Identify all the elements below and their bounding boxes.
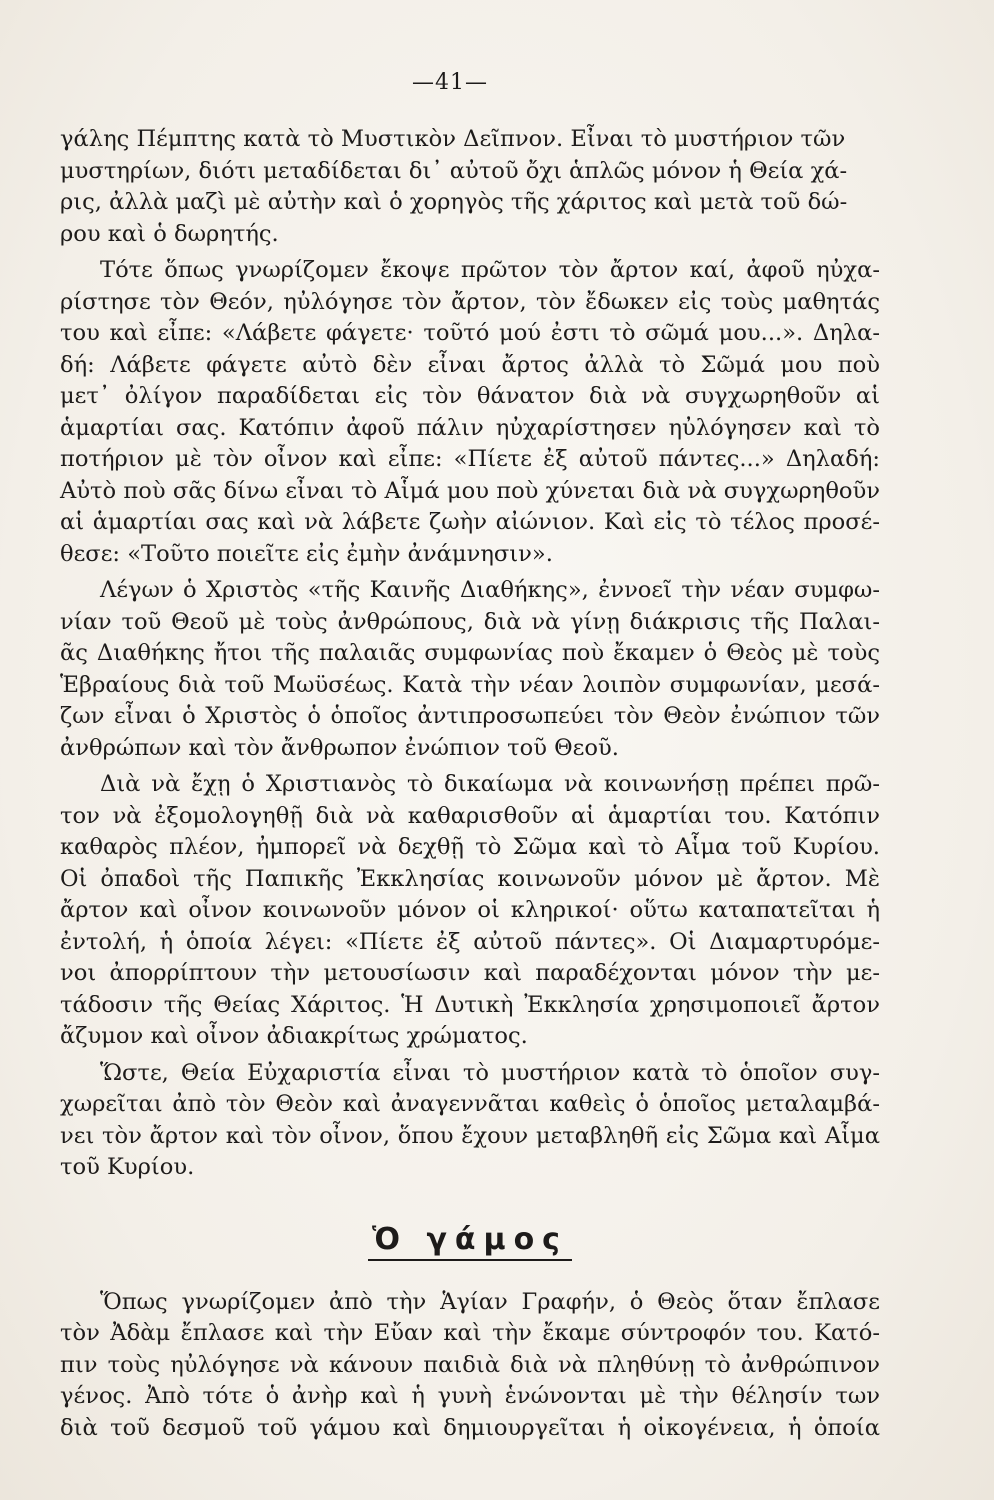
text-line: γένος. Ἀπὸ τότε ὁ ἀνὴρ καὶ ἡ γυνὴ ἑνώνονται μὲ τὴν θέλησίν των — [60, 1383, 880, 1409]
text-line: νίαν τοῦ Θεοῦ μὲ τοὺς ἀνθρώπους, διὰ νὰ γίνῃ διάκρισις τῆς Παλαι- — [60, 608, 880, 635]
text-line: Τότε ὅπως γνωρίζομεν ἔκοψε πρῶτον τὸν ἄρτον καί, ἀφοῦ ηὐχα- — [100, 257, 880, 283]
text-line: μετ᾽ ὀλίγον παραδίδεται εἰς τὸν θάνατον διὰ νὰ συγχωρηθοῦν αἱ — [60, 383, 880, 409]
paragraph-6 — [60, 1287, 880, 1445]
page-body — [60, 124, 880, 1449]
text-line: ρίστησε τὸν Θεόν, ηὐλόγησε τὸν ἄρτον, τὸν ἔδωκεν εἰς τοὺς μαθητάς — [60, 288, 880, 315]
text-line: γάλης Πέμπτης κατὰ τὸ Μυστικὸν Δεῖπνον. Εἶναι τὸ μυστήριον τῶν — [60, 126, 846, 152]
text-line: ἄζυμον καὶ οἶνον ἀδιακρίτως χρώματος. — [60, 1023, 528, 1049]
text-line: του καὶ εἶπε: «Λάβετε φάγετε· τοῦτό μού ἐστι τὸ σῶμά μου...». Δηλα- — [60, 320, 880, 346]
text-line: ρις, ἀλλὰ μαζὶ μὲ αὐτὴν καὶ ὁ χορηγὸς τῆς χάριτος καὶ μετὰ τοῦ δώ- — [60, 189, 848, 215]
text-line: Διὰ νὰ ἔχῃ ὁ Χριστιανὸς τὸ δικαίωμα νὰ κοινωνήσῃ πρέπει πρῶ- — [100, 771, 880, 797]
text-line: Οἱ ὀπαδοὶ τῆς Παπικῆς Ἐκκλησίας κοινωνοῦν μόνον μὲ ἄρτον. Μὲ — [60, 865, 880, 892]
text-line: καθαρὸς πλέον, ἠμπορεῖ νὰ δεχθῇ τὸ Σῶμα καὶ τὸ Αἷμα τοῦ Κυρίου. — [60, 834, 880, 860]
text-line: χωρεῖται ἀπὸ τὸν Θεὸν καὶ ἀναγεννᾶται καθεὶς ὁ ὁποῖος μεταλαμβά- — [60, 1091, 880, 1117]
text-line: διὰ τοῦ δεσμοῦ τοῦ γάμου καὶ δημιουργεῖται ἡ οἰκογένεια, ἡ ὁποία — [60, 1414, 880, 1441]
paragraph-3 — [60, 575, 880, 764]
text-line: μυστηρίων, διότι μεταδίδεται δι᾽ αὐτοῦ ὄχι ἁπλῶς μόνον ἡ Θεία χά- — [60, 157, 848, 184]
text-line: αἱ ἁμαρτίαι σας καὶ νὰ λάβετε ζωὴν αἰώνιον. Καὶ εἰς τὸ τέλος προσέ- — [60, 509, 880, 535]
paragraph-2 — [60, 255, 880, 570]
text-line: ρου καὶ ὁ δωρητής. — [60, 220, 279, 247]
text-line: τοῦ Κυρίου. — [60, 1154, 195, 1180]
text-line: νοι ἀπορρίπτουν τὴν μετουσίωσιν καὶ παραδέχονται μόνον τὴν με- — [60, 960, 880, 986]
section-heading-text: Ὁ γάμος — [368, 1222, 572, 1261]
text-line: δή: Λάβετε φάγετε αὐτὸ δὲν εἶναι ἄρτος ἀλλὰ τὸ Σῶμά μου ποὺ — [60, 351, 880, 378]
text-line: Λέγων ὁ Χριστὸς «τῆς Καινῆς Διαθήκης», ἐννοεῖ τὴν νέαν συμφω- — [100, 577, 880, 603]
text-line: τον νὰ ἐξομολογηθῇ διὰ νὰ καθαρισθοῦν αἱ ἁμαρτίαι του. Κατόπιν — [60, 802, 880, 829]
text-line: ἁμαρτίαι σας. Κατόπιν ἀφοῦ πάλιν ηὐχαρίστησεν ηὐλόγησεν καὶ τὸ — [60, 414, 880, 441]
text-line: Ὥστε, Θεία Εὐχαριστία εἶναι τὸ μυστήριον κατὰ τὸ ὁποῖον συγ- — [100, 1059, 880, 1086]
section-heading — [60, 1222, 880, 1257]
text-line: τάδοσιν τῆς Θείας Χάριτος. Ἡ Δυτικὴ Ἐκκλησία χρησιμοποιεῖ ἄρτον — [60, 991, 880, 1018]
text-line: ἐντολή, ἡ ὁποία λέγει: «Πίετε ἐξ αὐτοῦ πάντες». Οἱ Διαμαρτυρόμε- — [60, 928, 880, 955]
text-line: νει τὸν ἄρτον καὶ τὸν οἶνον, ὅπου ἔχουν μεταβληθῆ εἰς Σῶμα καὶ Αἷμα — [60, 1122, 880, 1149]
text-line: ᾶς Διαθήκης ἤτοι τῆς παλαιᾶς συμφωνίας ποὺ ἔκαμεν ὁ Θεὸς μὲ τοὺς — [60, 640, 880, 666]
text-line: Ὅπως γνωρίζομεν ἀπὸ τὴν Ἁγίαν Γραφήν, ὁ Θεὸς ὅταν ἔπλασε — [100, 1288, 880, 1315]
text-line: Ἑβραίους διὰ τοῦ Μωϋσέως. Κατὰ τὴν νέαν λοιπὸν συμφωνίαν, μεσά- — [60, 671, 880, 698]
text-line: θεσε: «Τοῦτο ποιεῖτε εἰς ἐμὴν ἀνάμνησιν». — [60, 540, 553, 567]
text-line: Αὐτὸ ποὺ σᾶς δίνω εἶναι τὸ Αἷμά μου ποὺ χύνεται διὰ νὰ συγχωρηθοῦν — [60, 477, 880, 504]
text-line: ποτήριον μὲ τὸν οἶνον καὶ εἶπε: «Πίετε ἐξ αὐτοῦ πάντες...» Δηλαδή: — [60, 446, 880, 472]
text-line: πιν τοὺς ηὐλόγησε νὰ κάνουν παιδιὰ διὰ νὰ πληθύνῃ τὸ ἀνθρώπινον — [60, 1351, 880, 1378]
text-line: ἄρτον καὶ οἶνον κοινωνοῦν μόνον οἱ κληρικοί· οὕτω καταπατεῖται ἡ — [60, 897, 880, 923]
paragraph-5 — [60, 1058, 880, 1184]
text-line: ζων εἶναι ὁ Χριστὸς ὁ ὁποῖος ἀντιπροσωπεύει τὸν Θεὸν ἐνώπιον τῶν — [60, 703, 880, 729]
paragraph-1 — [60, 124, 880, 250]
page-number: —41— — [412, 70, 488, 95]
text-line: τὸν Ἀδὰμ ἔπλασε καὶ τὴν Εὔαν καὶ τὴν ἔκαμε σύντροφόν του. Κατό- — [60, 1320, 880, 1346]
paragraph-4 — [60, 769, 880, 1053]
text-line: ἀνθρώπων καὶ τὸν ἄνθρωπον ἐνώπιον τοῦ Θεοῦ. — [60, 734, 619, 761]
